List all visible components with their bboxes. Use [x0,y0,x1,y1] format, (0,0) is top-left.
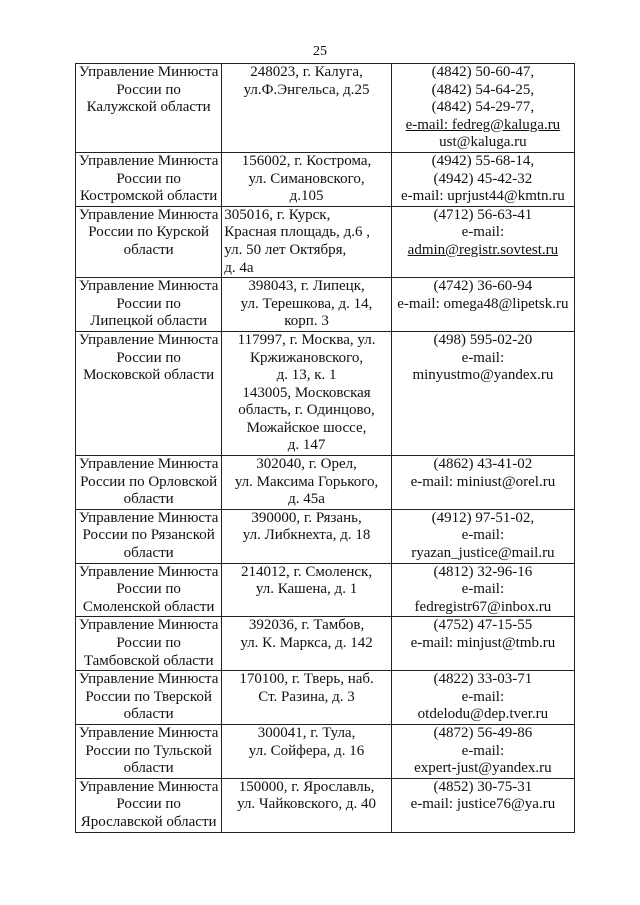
org-line: Тамбовской области [83,652,214,669]
contact-line: e-mail: [461,688,505,705]
address-line: Кржижановского, [249,349,364,366]
contact-line: (4842) 54-29-77, [431,99,535,116]
org-line: Костромской области [79,188,218,205]
address-cell [222,206,392,277]
org-line: Московской области [83,367,215,384]
organization-cell [76,671,222,725]
address-line: д. 4а [224,259,254,276]
org-line: Смоленской области [82,598,215,615]
org-line: Калужской области [86,99,211,116]
organization-cell [76,509,222,563]
contact-line: e-mail: [461,742,505,759]
email-text: e-mail: miniust@orel.ru [410,473,556,490]
org-line: Управление Минюста [78,64,219,80]
address-line: д. 13, к. 1 [276,367,337,384]
email-text: ust@kaluga.ru [439,134,527,151]
address-line: ул. Терешкова, д. 14, [240,295,373,312]
org-line: области [123,545,174,562]
contact-line: (4852) 30-75-31 [433,778,533,795]
org-line: России по [116,81,181,98]
contact-line: (4742) 36-60-94 [433,278,533,295]
org-line: Управление Минюста [78,671,219,688]
org-line: Управление Минюста [78,331,219,348]
contacts-cell [391,563,574,617]
organization-cell [76,64,222,153]
address-line: 300041, г. Тула, [257,724,356,741]
address-line: 150000, г. Ярославль, [238,778,375,795]
contacts-cell [391,64,574,153]
address-line: 390000, г. Рязань, [251,509,362,526]
org-line: Управление Минюста [78,724,219,741]
org-line: Управление Минюста [78,563,219,580]
ministry-offices-table [75,63,575,833]
table-row [76,671,575,725]
address-cell [222,778,392,832]
email-text: e-mail: minjust@tmb.ru [410,635,556,651]
org-line: Управление Минюста [78,617,219,634]
contact-line: e-mail: [461,224,505,241]
org-line: Управление Минюста [78,152,219,169]
address-line: Красная площадь, д.6 , [224,224,371,241]
email-text: admin@registr.sovtest.ru [407,241,559,258]
address-line: д. 147 [287,437,326,454]
org-line: России по [116,796,181,813]
org-line: России по [116,581,181,598]
contacts-cell [391,331,574,455]
email-text: e-mail: uprjust44@kmtn.ru [401,188,565,205]
contact-line: (4912) 97-51-02, [431,509,535,526]
contacts-cell [391,152,574,206]
contact-line: (4812) 32-96-16 [433,563,533,580]
org-line: России по [116,349,181,366]
contact-line: (4822) 33-03-71 [433,671,533,688]
org-line: области [123,491,174,508]
table-row [76,206,575,277]
org-line: России по Рязанской [82,527,215,544]
org-line: Управление Минюста [78,456,219,473]
table-row [76,152,575,206]
org-line: Управление Минюста [78,509,219,526]
address-line: 302040, г. Орел, [256,456,357,473]
address-line: 214012, г. Смоленск, [240,563,373,580]
address-line: корп. 3 [284,313,329,330]
address-cell [222,64,392,153]
email-text: e-mail: omega48@lipetsk.ru [397,295,569,312]
address-line: 248023, г. Калуга, [250,64,363,80]
address-cell [222,563,392,617]
contact-line: (4942) 55-68-14, [431,152,535,169]
email-text: expert-just@yandex.ru [414,760,552,777]
email-text: ryazan_justice@mail.ru [411,545,555,562]
email-text: e-mail: justice76@ya.ru [410,796,556,813]
address-line: 305016, г. Курск, [224,206,331,223]
address-cell [222,671,392,725]
contact-line: (4942) 45-42-32 [433,170,533,187]
org-line: Управление Минюста [78,206,219,223]
address-line: ул. 50 лет Октября, [224,241,347,258]
address-line: Ст. Разина, д. 3 [258,688,355,705]
table-row [76,778,575,832]
org-line: России по Тверской [85,688,212,705]
table-row [76,724,575,778]
org-line: Ярославской области [80,813,217,830]
contact-line: (4862) 43-41-02 [433,456,533,473]
org-line: России по [116,170,181,187]
email-text: minyustmo@yandex.ru [412,367,554,384]
organization-cell [76,456,222,510]
organization-cell [76,331,222,455]
table-row [76,64,575,153]
email-text: e-mail: fedregistr67@inbox.ru [414,581,552,615]
organization-cell [76,778,222,832]
contact-line: (498) 595-02-20 [433,331,533,348]
table-row [76,456,575,510]
organization-cell [76,563,222,617]
address-line: 117997, г. Москва, ул. [237,331,376,348]
address-line: ул. Либкнехта, д. 18 [242,527,371,544]
address-line: 392036, г. Тамбов, [248,617,365,634]
address-line: д.105 [289,188,324,205]
table-row [76,617,575,671]
table-row [76,509,575,563]
contact-line: (4752) 47-15-55 [433,617,533,634]
address-line: ул. Кашена, д. 1 [255,581,358,598]
address-line: 398043, г. Липецк, [248,278,365,295]
address-line: 170100, г. Тверь, наб. [239,671,374,688]
address-cell [222,331,392,455]
contacts-cell [391,617,574,671]
address-cell [222,152,392,206]
address-line: область, г. Одинцово, [238,402,375,419]
contact-line: (4872) 56-49-86 [433,724,533,741]
contact-line: (4712) 56-63-41 [433,206,533,223]
contacts-cell [391,778,574,832]
org-line: области [123,241,174,258]
org-line: России по [116,635,181,651]
address-line: ул. К. Маркса, д. 142 [240,635,373,651]
address-line: ул. Максима Горького, [234,473,379,490]
address-line: ул.Ф.Энгельса, д.25 [243,81,370,98]
contacts-cell [391,456,574,510]
email-text: e-mail: fedreg@kaluga.ru [405,116,561,133]
contact-line: e-mail: [461,349,505,366]
org-line: области [123,706,174,723]
organization-cell [76,206,222,277]
address-cell [222,724,392,778]
contacts-cell [391,509,574,563]
address-line: ул. Чайковского, д. 40 [237,796,376,813]
address-cell [222,456,392,510]
org-line: России по [116,295,181,312]
contact-line: (4842) 50-60-47, [431,64,535,80]
organization-cell [76,724,222,778]
contacts-cell [391,671,574,725]
table-row [76,563,575,617]
page-number: 25 [313,44,327,59]
address-cell [222,278,392,332]
org-line: России по Тульской [85,742,212,759]
organization-cell [76,152,222,206]
org-line: Управление Минюста [78,278,219,295]
org-line: области [123,760,174,777]
address-line: 156002, г. Кострома, [241,152,372,169]
contacts-cell [391,206,574,277]
address-cell [222,617,392,671]
table-body [76,64,575,833]
table-row [76,331,575,455]
address-cell [222,509,392,563]
address-line: ул. Симановского, [248,170,365,187]
organization-cell [76,278,222,332]
email-text: otdelodu@dep.tver.ru [417,706,549,723]
contacts-cell [391,724,574,778]
contact-line: e-mail: [461,527,505,544]
address-line: ул. Сойфера, д. 16 [248,742,365,759]
org-line: Управление Минюста [78,778,219,795]
contact-line: (4842) 54-64-25, [431,81,535,98]
contacts-cell [391,278,574,332]
table-row [76,278,575,332]
org-line: России по Орловской [80,473,218,490]
address-line: д. 45а [288,491,325,508]
address-line: 143005, Московская [242,384,371,401]
org-line: Липецкой области [90,313,208,330]
organization-cell [76,617,222,671]
org-line: России по Курской [88,224,210,241]
address-line: Можайское шоссе, [246,419,367,436]
